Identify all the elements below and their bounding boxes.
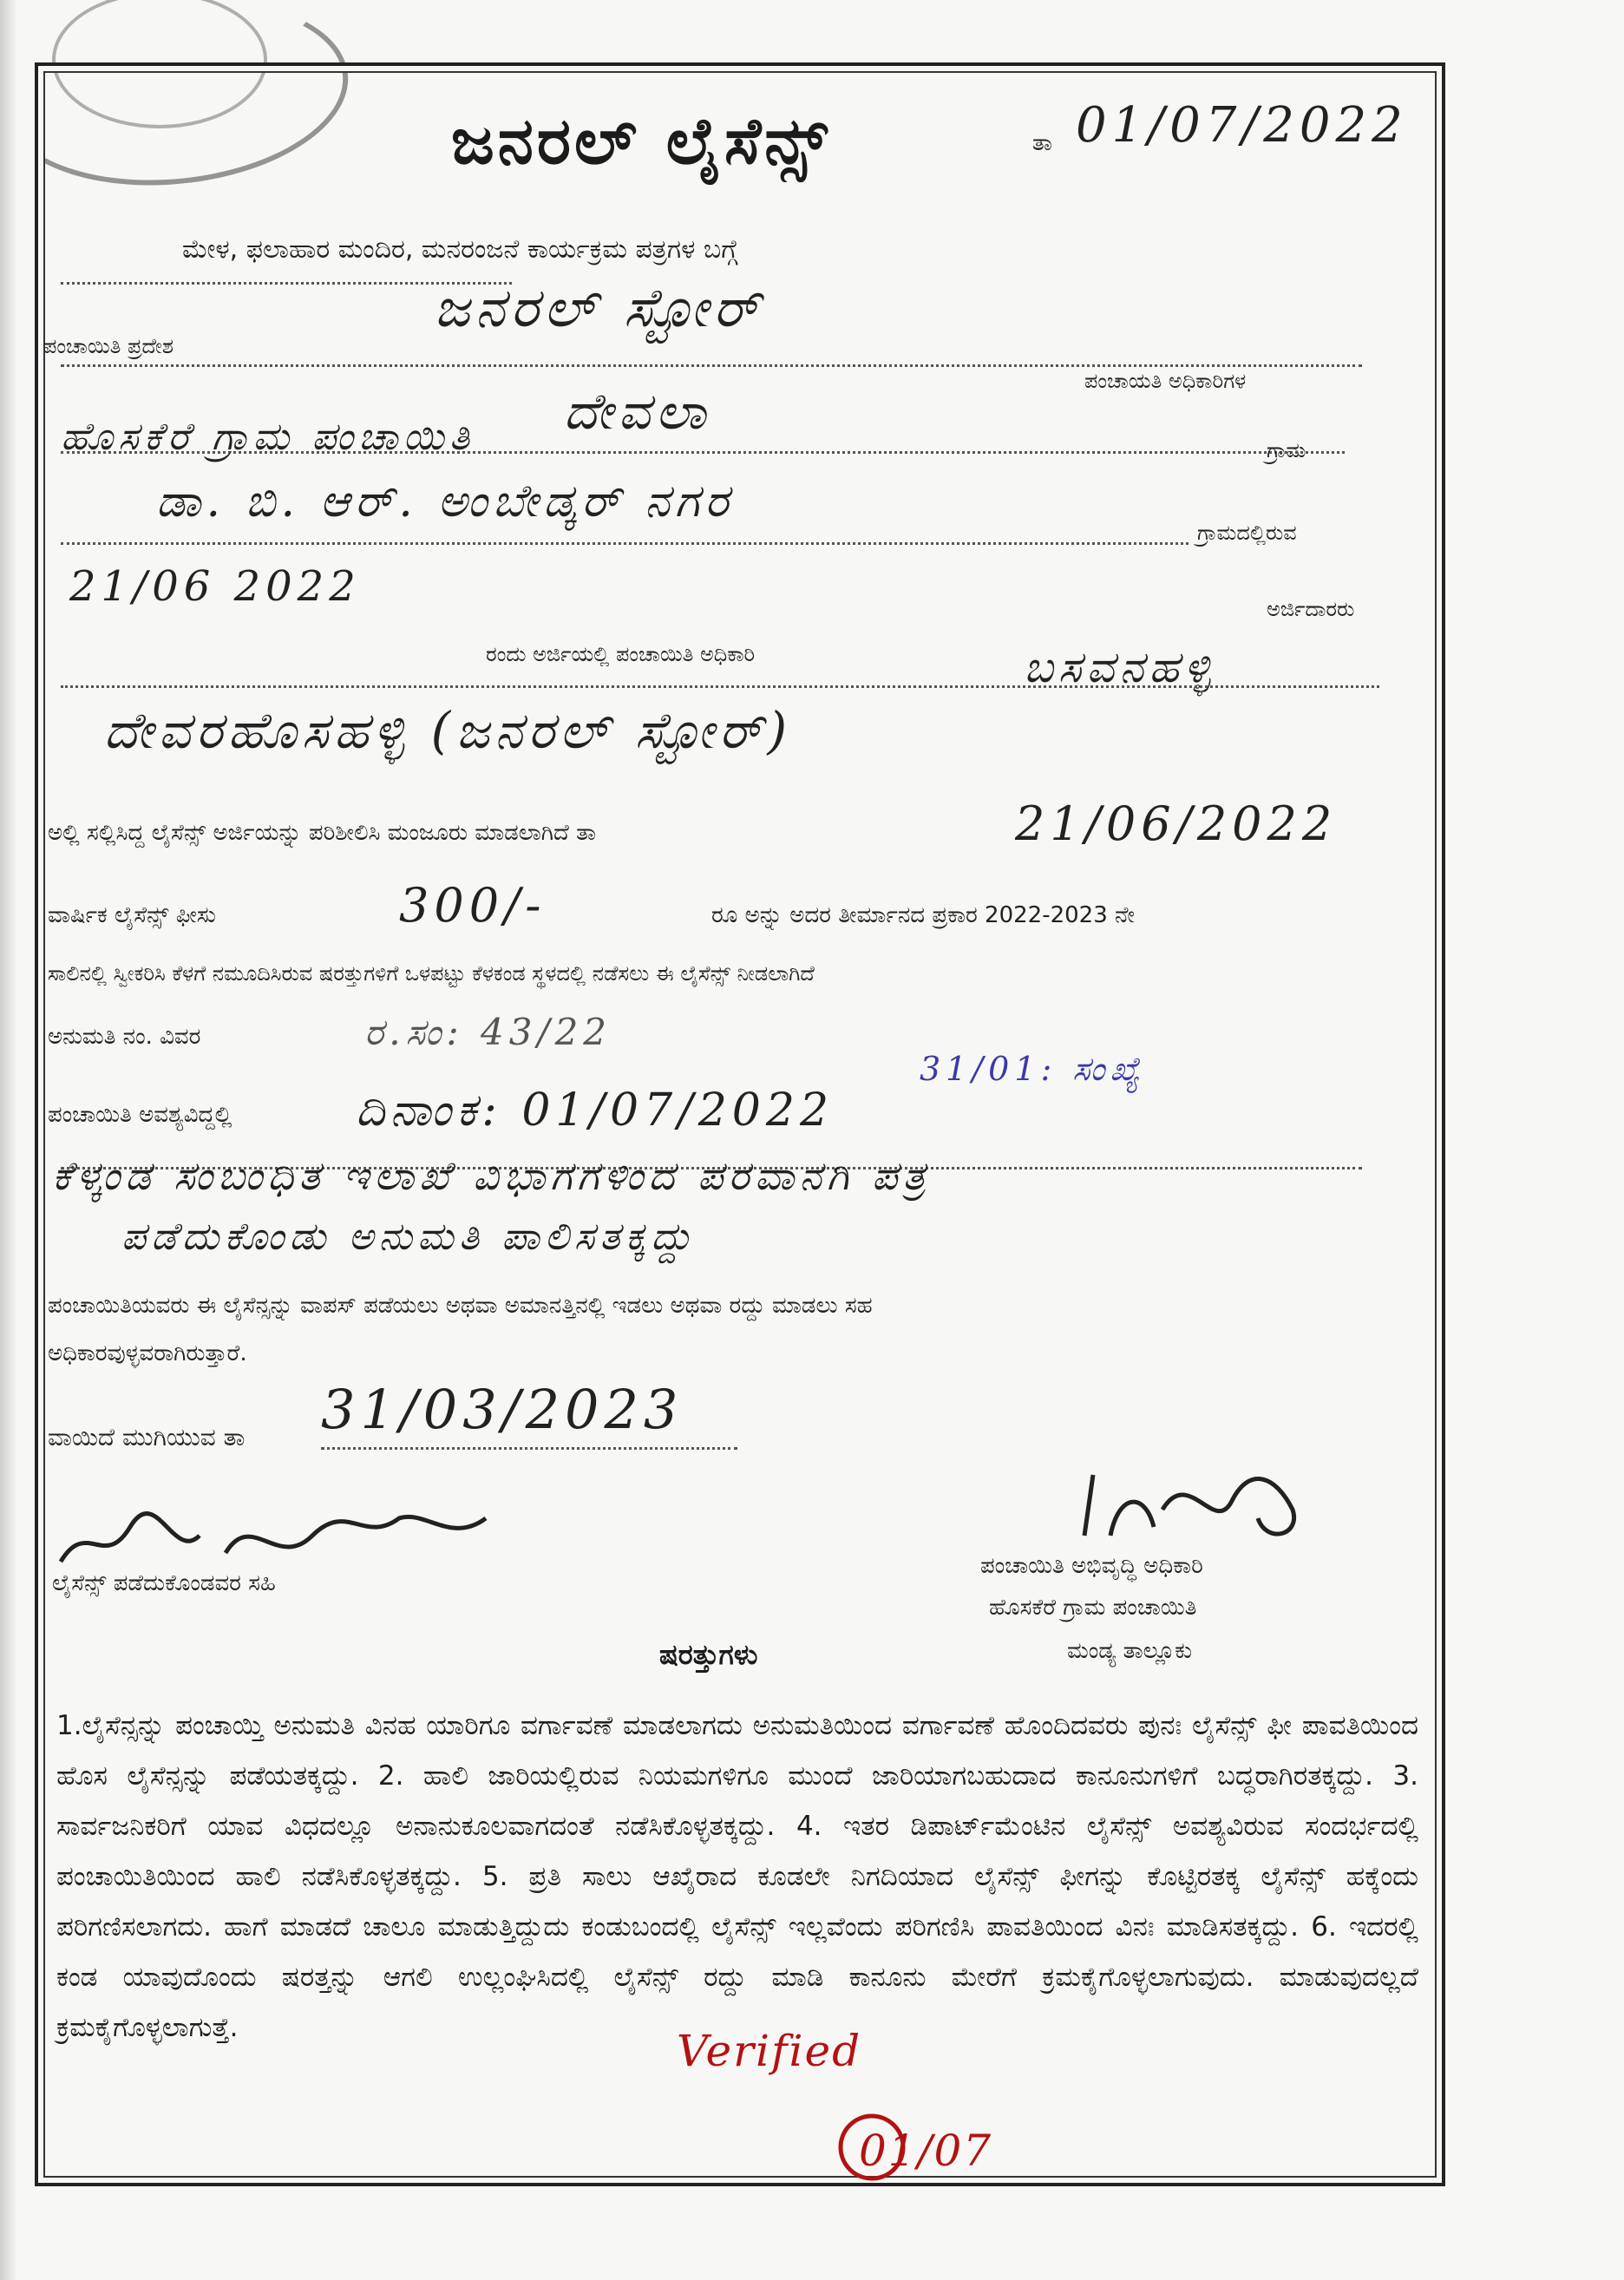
place-name: ದೇವಲಾ <box>564 382 711 441</box>
holder-signature-label: ಲೈಸೆನ್ಸ್ ಪಡೆದುಕೊಂಡವರ ಸಹಿ <box>52 1570 276 1596</box>
receipt-extra: 31/01: ಸಂಖ್ಯೆ <box>920 1050 1145 1088</box>
date-prefix: ತಾ <box>1032 130 1052 156</box>
dotted-line <box>61 542 1189 545</box>
receipt-number: ರ.ಸಂ: 43/22 <box>364 1011 612 1053</box>
officer-panchayat: ಹೊಸಕೆರೆ ಗ್ರಾಮ ಪಂಚಾಯಿತಿ <box>989 1595 1197 1621</box>
document-subtitle: ಮೇಳ, ಫಲಾಹಾರ ಮಂದಿರ, ಮನರಂಜನೆ ಕಾರ್ಯಕ್ರಮ ಪತ್ರಗಳ ಬಗ್ಗೆ <box>182 234 738 265</box>
application-date: 21/06 2022 <box>69 562 361 611</box>
field-label: ವಾರ್ಷಿಕ ಲೈಸೆನ್ಸ್ ಫೀಸು <box>48 902 216 928</box>
field-suffix: ರೂ ಅನ್ನು ಅದರ ತೀರ್ಮಾನದ ಪ್ರಕಾರ 2022-2023 ನೇ <box>711 902 1136 928</box>
panchayat-name: ಹೊಸಕೆರೆ ಗ್ರಾಮ ಪಂಚಾಯಿತಿ <box>61 415 475 459</box>
field-label: ಪಂಚಾಯಿತಿ ಅವಶ್ಯವಿದ್ದಲ್ಲಿ <box>48 1102 232 1128</box>
permit-date: ದಿನಾಂಕ: 01/07/2022 <box>356 1084 835 1137</box>
field-label: ಪಂಚಾಯಿತಿ ಪ್ರದೇಶ <box>43 334 174 358</box>
village-name: ಬಸವನಹಳ್ಳಿ <box>1024 642 1216 692</box>
field-label: ಅಲ್ಲಿ ಸಲ್ಲಿಸಿದ್ದ ಲೈಸೆನ್ಸ್ ಅರ್ಜಿಯನ್ನು ಪರಿಶೀಲಿಸಿ ಮಂಜೂರು ಮಾಡಲಾಗಿದೆ ತಾ <box>48 820 597 846</box>
sanction-date: 21/06/2022 <box>1015 796 1338 851</box>
dotted-line <box>61 364 1362 367</box>
license-fee: 300/- <box>399 878 547 933</box>
field-suffix: ಅರ್ಜಿದಾರರು <box>1267 597 1355 621</box>
dotted-line <box>61 685 1379 688</box>
field-label: ವಾಯಿದೆ ಮುಗಿಯುವ ತಾ <box>48 1423 246 1451</box>
officer-signature <box>1067 1458 1327 1553</box>
officer-title: ಪಂಚಾಯಿತಿ ಅಭಿವೃದ್ಧಿ ಅಧಿಕಾರಿ <box>980 1553 1203 1579</box>
field-label: ಅನುಮತಿ ನಂ. ವಿವರ <box>48 1024 201 1050</box>
officer-taluk: ಮಂಡ್ಯ ತಾಲ್ಲೂಕು <box>1067 1638 1193 1664</box>
field-text: ರಂದು ಅರ್ಜಿಯಲ್ಲಿ ಪಂಚಾಯಿತಿ ಅಧಿಕಾರಿ <box>486 642 756 666</box>
conditions-text: 1.ಲೈಸೆನ್ಸನ್ನು ಪಂಚಾಯ್ತಿ ಅನುಮತಿ ವಿನಹ ಯಾರಿಗೂ ವರ್ಗಾವಣೆ ಮಾಡಲಾಗದು ಅನುಮತಿಯಿಂದ ವರ್ಗಾವಣೆ ಹೊಂದಿದವರು ಪುನಃ ಲೈಸೆನ್ಸ್ ಫೀ ಪಾವತಿಯಿಂದ ಹೊಸ ಲೈಸೆನ್ಸನ್ನು ಪಡೆಯತಕ್ಕದ್ದು. 2. ಹಾಲಿ ಜಾರಿಯಲ್ಲಿರುವ ನಿಯಮಗಳಿಗೂ ಮುಂದೆ ಜಾರಿಯಾಗಬಹುದಾದ ಕಾನೂನುಗಳಿಗೆ ಬದ್ಧರಾಗಿರತಕ್ಕದ್ದು. 3. ಸಾರ್ವಜನಿಕರಿಗೆ ಯಾವ ವಿಧದಲ್ಲೂ ಅನಾನುಕೂಲವಾಗದಂತೆ ನಡೆಸಿಕೊಳ್ಳತಕ್ಕದ್ದು. 4. ಇತರ ಡಿಪಾರ್ಟ್‌ಮೆಂಟಿನ ಲೈಸೆನ್ಸ್ ಅವಶ್ಯವಿರುವ ಸಂದರ್ಭದಲ್ಲಿ ಪಂಚಾಯಿತಿಯಿಂದ ಹಾಲಿ ನಡೆಸಿಕೊಳ್ಳತಕ್ಕದ್ದು. 5. ಪ್ರತಿ ಸಾಲು ಆಖೈರಾದ ಕೂಡಲೇ ನಿಗದಿಯಾದ ಲೈಸೆನ್ಸ್ ಫೀಗನ್ನು ಕೊಟ್ಟಿರತಕ್ಕ ಲೈಸೆನ್ಸ್ ಹಕ್ಕೆಂದು ಪರಿಗಣಿಸಲಾಗದು. ಹಾಗೆ ಮಾಡದೆ ಚಾಲೂ ಮಾಡುತ್ತಿದ್ದುದು ಕಂಡುಬಂದಲ್ಲಿ ಲೈಸೆನ್ಸ್ ಇಲ್ಲವೆಂದು ಪರಿಗಣಿಸಿ ಪಾವತಿಯಿಂದ ವಿನಃ ಮಾಡಿಸತಕ್ಕದ್ದು. 6. ಇದರಲ್ಲಿ ಕಂಡ ಯಾವುದೊಂದು ಷರತ್ತನ್ನು ಆಗಲಿ ಉಲ್ಲಂಘಿಸಿದಲ್ಲಿ ಲೈಸೆನ್ಸ್ ರದ್ದು ಮಾಡಿ ಕಾನೂನು ಮೇರೆಗೆ ಕ್ರಮಕೈಗೊಳ್ಳಲಾಗುವುದು. ಮಾಡುವುದಲ್ಲದೆ ಕ್ರಮಕೈಗೊಳ್ಳಲಾಗುತ್ತೆ. <box>56 1710 1418 2043</box>
holder-signature <box>52 1492 503 1579</box>
address-value: ಡಾ. ಬಿ. ಆರ್. ಅಂಬೇಡ್ಕರ್ ನಗರ <box>156 475 734 527</box>
field-text: ಅಧಿಕಾರವುಳ್ಳವರಾಗಿರುತ್ತಾರೆ. <box>48 1340 247 1366</box>
verified-annotation: Verified <box>677 2026 862 2076</box>
verified-date: 01/07 <box>859 2126 993 2176</box>
verified-circle-mark <box>833 2108 911 2186</box>
conditions-heading: ಷರತ್ತುಗಳು <box>659 1638 758 1671</box>
page-edge <box>0 0 16 2280</box>
field-suffix: ಗ್ರಾಮ <box>1267 438 1306 462</box>
business-name: ಜನರಲ್ ಸ್ಟೋರ್ <box>434 276 765 339</box>
permit-note-line1: ಕೆಳ್ಕಂಡ ಸಂಬಂಧಿತ ಇಲಾಖೆ ವಿಭಾಗಗಳಿಂದ ಪರವಾನಗಿ ಪತ್ರ <box>52 1152 931 1199</box>
field-text: ಸಾಲಿನಲ್ಲಿ ಸ್ವೀಕರಿಸಿ ಕೆಳಗೆ ನಮೂದಿಸಿರುವ ಷರತ್ತುಗಳಿಗೆ ಒಳಪಟ್ಟು ಕೆಳಕಂಡ ಸ್ಥಳದಲ್ಲಿ ನಡೆಸಲು ಈ ಲೈಸೆನ್ಸ್ ನೀಡಲಾಗಿದೆ <box>48 961 815 986</box>
expiry-date: 31/03/2023 <box>321 1378 684 1441</box>
field-suffix: ಗ್ರಾಮದಲ್ಲಿರುವ <box>1197 521 1297 545</box>
document-title: ಜನರಲ್ ಲೈಸೆನ್ಸ್ <box>451 104 831 179</box>
business-location: ದೇವರಹೊಸಹಳ್ಳಿ (ಜನರಲ್ ಸ್ಟೋರ್) <box>104 701 793 760</box>
field-text: ಪಂಚಾಯಿತಿಯವರು ಈ ಲೈಸೆನ್ಸನ್ನು ವಾಪಸ್ ಪಡೆಯಲು ಅಥವಾ ಅಮಾನತ್ತಿನಲ್ಲಿ ಇಡಲು ಅಥವಾ ರದ್ದು ಮಾಡಲು ಸಹ <box>48 1293 873 1319</box>
issue-date: 01/07/2022 <box>1076 97 1408 154</box>
field-suffix: ಪಂಚಾಯತಿ ಅಧಿಕಾರಿಗಳ <box>1084 369 1247 393</box>
permit-note-line2: ಪಡೆದುಕೊಂಡು ಅನುಮತಿ ಪಾಲಿಸತಕ್ಕದ್ದು <box>121 1215 697 1259</box>
dotted-line <box>321 1447 737 1450</box>
